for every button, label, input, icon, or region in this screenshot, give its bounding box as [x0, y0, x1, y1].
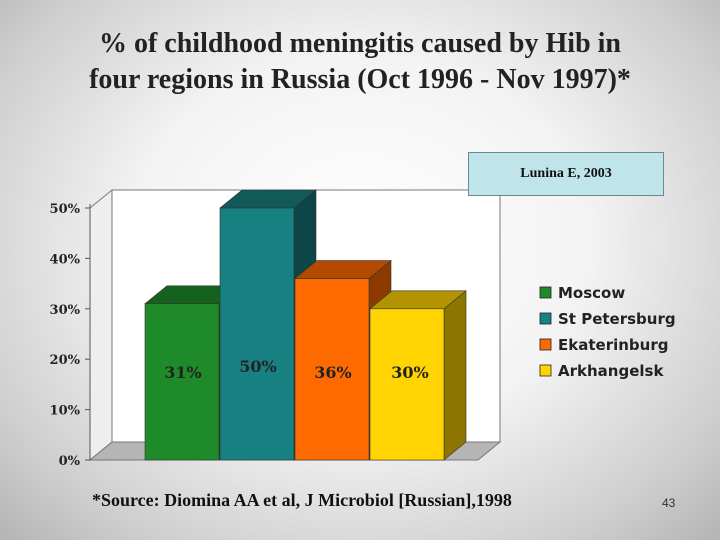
source-note: *Source: Diomina AA et al, J Microbiol [Russian],1998 — [92, 490, 512, 510]
title-line-1: % of childhood meningitis caused by Hib in — [98, 28, 621, 59]
data-label: 30% — [391, 363, 429, 382]
legend-swatch — [540, 365, 551, 376]
bar — [370, 309, 444, 460]
legend-label: Arkhangelsk — [558, 362, 664, 380]
bar — [220, 208, 294, 460]
data-label: 50% — [239, 357, 277, 376]
slide-number: 43 — [662, 496, 676, 510]
legend-swatch — [540, 287, 551, 298]
y-tick-label: 0% — [58, 454, 80, 469]
citation-box — [468, 152, 664, 196]
data-label: 31% — [164, 363, 202, 382]
legend-label: St Petersburg — [558, 310, 676, 328]
y-tick-label: 20% — [49, 353, 80, 369]
title-line-2: four regions in Russia (Oct 1996 - Nov 1997)* — [89, 64, 631, 95]
citation-text: Lunina E, 2003 — [520, 166, 612, 181]
chart-side-wall — [90, 190, 112, 460]
bar-side — [444, 291, 466, 460]
legend-label: Ekaterinburg — [558, 336, 669, 354]
y-tick-label: 50% — [49, 202, 80, 217]
y-tick-label: 30% — [49, 302, 80, 318]
legend-label: Moscow — [558, 284, 626, 302]
data-label: 36% — [314, 363, 352, 382]
legend-swatch — [540, 339, 551, 350]
legend-swatch — [540, 313, 551, 324]
y-tick-label: 10% — [49, 403, 80, 419]
y-tick-label: 40% — [49, 252, 80, 268]
